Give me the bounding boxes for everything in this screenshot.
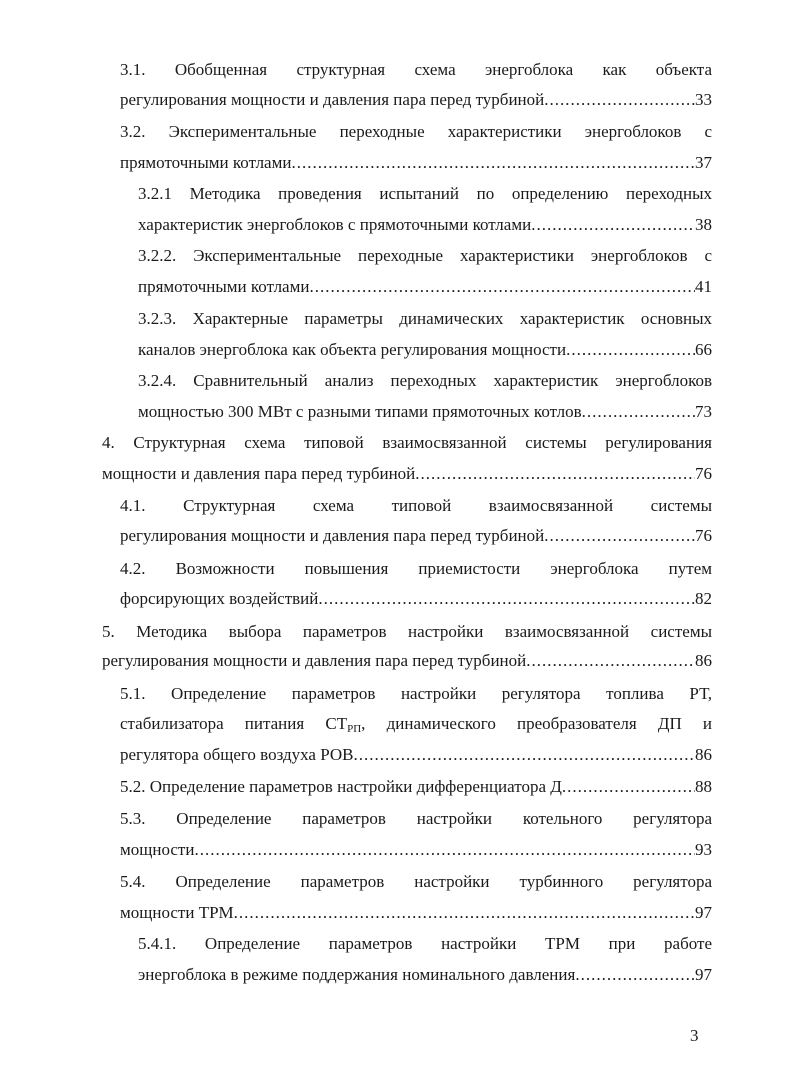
toc-entry-text: 5.2. Определение параметров настройки дифференциатора Д <box>120 777 562 796</box>
toc-entry-title-line: 3.2.3. Характерные параметры динамических характеристик основных <box>138 309 712 328</box>
toc-entry-page: 97 <box>695 903 712 922</box>
toc-entry-leader-line <box>138 275 712 299</box>
toc-entry-title-line: 3.2.2. Экспериментальные переходные характеристики энергоблоков с <box>138 246 712 265</box>
toc-entry-leader-line <box>120 587 712 611</box>
toc-entry-text: прямоточными котлами <box>138 277 310 296</box>
toc-entry-title-line: 4. Структурная схема типовой взаимосвязанной системы регулирования <box>102 433 712 452</box>
toc-entry-page: 86 <box>695 745 712 764</box>
toc-entry-text: форсирующих воздействий <box>120 589 319 608</box>
toc-entry-text: мощностью 300 МВт с разными типами прямоточных котлов <box>138 402 582 421</box>
toc-entry-page: 38 <box>695 215 712 234</box>
toc-entry-title-line: 5.1. Определение параметров настройки регулятора топлива РТ, <box>120 684 712 703</box>
toc-entry-title-line: 3.1. Обобщенная структурная схема энергоблока как объекта <box>120 60 712 79</box>
toc-entry-title-line: 5.4. Определение параметров настройки турбинного регулятора <box>120 872 712 891</box>
toc-entry-title-line: 3.2.4. Сравнительный анализ переходных характеристик энергоблоков <box>138 371 712 390</box>
toc-entry-text: , динамического преобразователя ДП и <box>361 714 712 733</box>
toc-entry-leader-line <box>120 838 712 862</box>
toc-entry-leader-line <box>138 963 712 987</box>
toc-entry-title-line: 4.2. Возможности повышения приемистости энергоблока путем <box>120 559 712 578</box>
toc-entry-leader-line <box>138 338 712 362</box>
toc-entry-leader-line <box>120 524 712 548</box>
toc-entry-leader-line <box>120 901 712 925</box>
toc-entry-title-line: 5.3. Определение параметров настройки котельного регулятора <box>120 809 712 828</box>
toc-entry-leader-line <box>102 649 712 673</box>
toc-entry-leader-line <box>120 151 712 175</box>
toc-entry-text: каналов энергоблока как объекта регулирования мощности <box>138 340 567 359</box>
toc-entry-text: прямоточными котлами <box>120 153 292 172</box>
toc-entry-page: 97 <box>695 965 712 984</box>
toc-entry-text: характеристик энергоблоков с прямоточными котлами <box>138 215 532 234</box>
toc-entry-page: 66 <box>695 340 712 359</box>
toc-entry-page: 93 <box>695 840 712 859</box>
toc-entry-text: регулирования мощности и давления пара перед турбиной <box>102 651 527 670</box>
toc-entry-text: стабилизатора питания СТ <box>120 714 348 733</box>
toc-entry-text: мощности <box>120 840 195 859</box>
toc-entry-page: 33 <box>695 90 712 109</box>
toc-entry-title-line: 3.2. Экспериментальные переходные характеристики энергоблоков с <box>120 122 712 141</box>
toc-entry-page: 88 <box>695 777 712 796</box>
toc-entry-page: 82 <box>695 589 712 608</box>
toc-entry-leader-line <box>120 88 712 112</box>
toc-entry-text: регулятора общего воздуха РОВ <box>120 745 354 764</box>
toc-entry-leader-line <box>120 743 712 767</box>
toc-entry-leader-line <box>138 213 712 237</box>
toc-entry-title-line: 3.2.1 Методика проведения испытаний по определению переходных <box>138 184 712 203</box>
page-number: 3 <box>690 1026 699 1045</box>
toc-entry-title-line: 5.4.1. Определение параметров настройки ТРМ при работе <box>138 934 712 953</box>
toc-entry-text: мощности ТРМ <box>120 903 234 922</box>
toc-entry-leader-line <box>120 775 712 799</box>
toc-entry-page: 73 <box>695 402 712 421</box>
toc-entry-text: энергоблока в режиме поддержания номинального давления <box>138 965 576 984</box>
toc-entry-text: регулирования мощности и давления пара перед турбиной <box>120 90 545 109</box>
subscript: РП <box>347 723 362 735</box>
toc-entry-page: 37 <box>695 153 712 172</box>
toc-entry-page: 76 <box>695 526 712 545</box>
toc-entry-leader-line <box>102 462 712 486</box>
toc-entry-title-line <box>120 712 712 736</box>
toc-entry-page: 41 <box>695 277 712 296</box>
toc-entry-text: мощности и давления пара перед турбиной <box>102 464 416 483</box>
toc-entry-leader-line <box>138 400 712 424</box>
toc-entry-text: регулирования мощности и давления пара перед турбиной <box>120 526 545 545</box>
toc-entry-page: 86 <box>695 651 712 670</box>
toc-entry-page: 76 <box>695 464 712 483</box>
toc-entry-title-line: 5. Методика выбора параметров настройки взаимосвязанной системы <box>102 622 712 641</box>
toc-entry-title-line: 4.1. Структурная схема типовой взаимосвязанной системы <box>120 496 712 515</box>
